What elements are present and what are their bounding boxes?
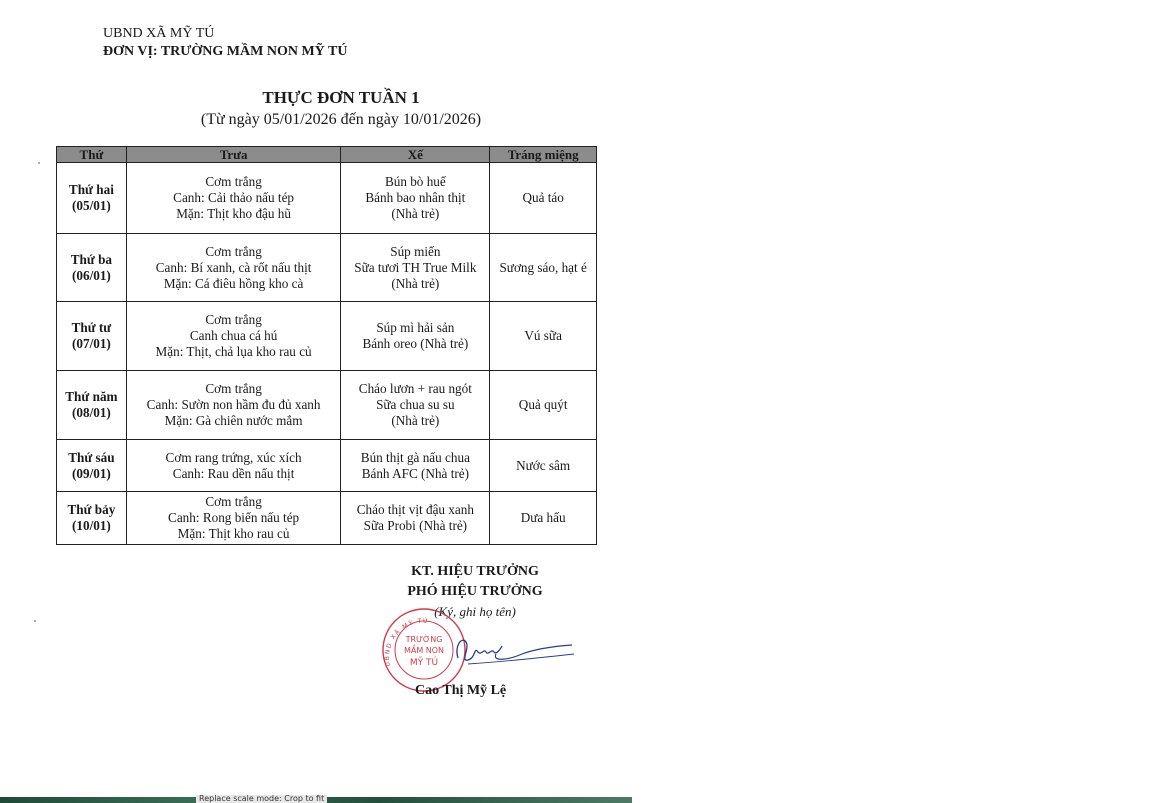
svg-text:MẦM NON: MẦM NON: [403, 646, 445, 655]
column-header-lunch: Trưa: [126, 147, 341, 163]
signature-title-2: PHÓ HIỆU TRƯỞNG: [407, 584, 543, 599]
day-cell: Thứ sáu (09/01): [57, 440, 127, 492]
weekly-menu-table: [56, 146, 597, 545]
snack-cell: Súp miến Sữa tươi TH True Milk (Nhà trẻ): [341, 234, 490, 302]
column-header-dessert: Tráng miệng: [490, 147, 597, 163]
lunch-cell: Cơm trắng Canh: Rong biển nấu tép Mặn: Thịt kho rau củ: [126, 492, 341, 545]
day-cell: Thứ bảy (10/01): [57, 492, 127, 545]
column-header-snack: Xế: [341, 147, 490, 163]
signer-name: Cao Thị Mỹ Lệ: [415, 683, 507, 698]
scan-speck: [38, 162, 40, 164]
lunch-cell: Cơm trắng Canh: Cải thảo nấu tép Mặn: Thịt kho đậu hũ: [126, 163, 341, 234]
table-row: [57, 234, 597, 302]
table-row: [57, 371, 597, 440]
dessert-cell: Quả táo: [490, 163, 597, 234]
svg-text:UBND XÃ MỸ TÚ: UBND XÃ MỸ TÚ: [383, 617, 430, 667]
table-header-row: [57, 147, 597, 163]
dessert-cell: Vú sữa: [490, 302, 597, 371]
snack-cell: Bún thịt gà nấu chua Bánh AFC (Nhà trẻ): [341, 440, 490, 492]
table-row: [57, 440, 597, 492]
org-line-2: ĐƠN VỊ: TRƯỜNG MẦM NON MỸ TÚ: [103, 44, 348, 59]
lunch-cell: Cơm rang trứng, xúc xích Canh: Rau dền nấu thịt: [126, 440, 341, 492]
lunch-cell: Cơm trắng Canh: Bí xanh, cà rốt nấu thịt Mặn: Cá điêu hồng kho cà: [126, 234, 341, 302]
svg-text:TRƯỜNG: TRƯỜNG: [405, 635, 443, 644]
table-row: [57, 302, 597, 371]
org-line-1: UBND XÃ MỸ TÚ: [103, 26, 215, 41]
lunch-cell: Cơm trắng Canh: Sườn non hầm đu đủ xanh Mặn: Gà chiên nước mắm: [126, 371, 341, 440]
day-cell: Thứ năm (08/01): [57, 371, 127, 440]
svg-text:MỸ TÚ: MỸ TÚ: [409, 658, 439, 668]
snack-cell: Bún bò huế Bánh bao nhân thịt (Nhà trẻ): [341, 163, 490, 234]
dessert-cell: Sương sáo, hạt é: [490, 234, 597, 302]
blank-canvas-area: [632, 0, 1152, 803]
snack-cell: Cháo lươn + rau ngót Sữa chua su su (Nhà trẻ): [341, 371, 490, 440]
signature-title-1: KT. HIỆU TRƯỞNG: [411, 564, 539, 579]
snack-cell: Cháo thịt vịt đậu xanh Sữa Probi (Nhà trẻ): [341, 492, 490, 545]
scale-mode-label[interactable]: Replace scale mode: Crop to fit: [196, 795, 327, 803]
menu-title: THỰC ĐƠN TUẦN 1: [262, 88, 420, 107]
dessert-cell: Nước sâm: [490, 440, 597, 492]
scan-speck: [34, 620, 36, 622]
lunch-cell: Cơm trắng Canh chua cá hú Mặn: Thịt, chả lụa kho rau củ: [126, 302, 341, 371]
table-row: [57, 492, 597, 545]
day-cell: Thứ ba (06/01): [57, 234, 127, 302]
table-row: [57, 163, 597, 234]
snack-cell: Súp mì hải sản Bánh oreo (Nhà trẻ): [341, 302, 490, 371]
dessert-cell: Dưa hấu: [490, 492, 597, 545]
handwritten-signature-icon: [448, 628, 576, 668]
dessert-cell: Quả quýt: [490, 371, 597, 440]
day-cell: Thứ tư (07/01): [57, 302, 127, 371]
menu-date-range: (Từ ngày 05/01/2026 đến ngày 10/01/2026): [200, 111, 482, 128]
column-header-day: Thứ: [57, 147, 127, 163]
day-cell: Thứ hai (05/01): [57, 163, 127, 234]
signature-note: (Ký, ghi họ tên): [434, 604, 516, 619]
